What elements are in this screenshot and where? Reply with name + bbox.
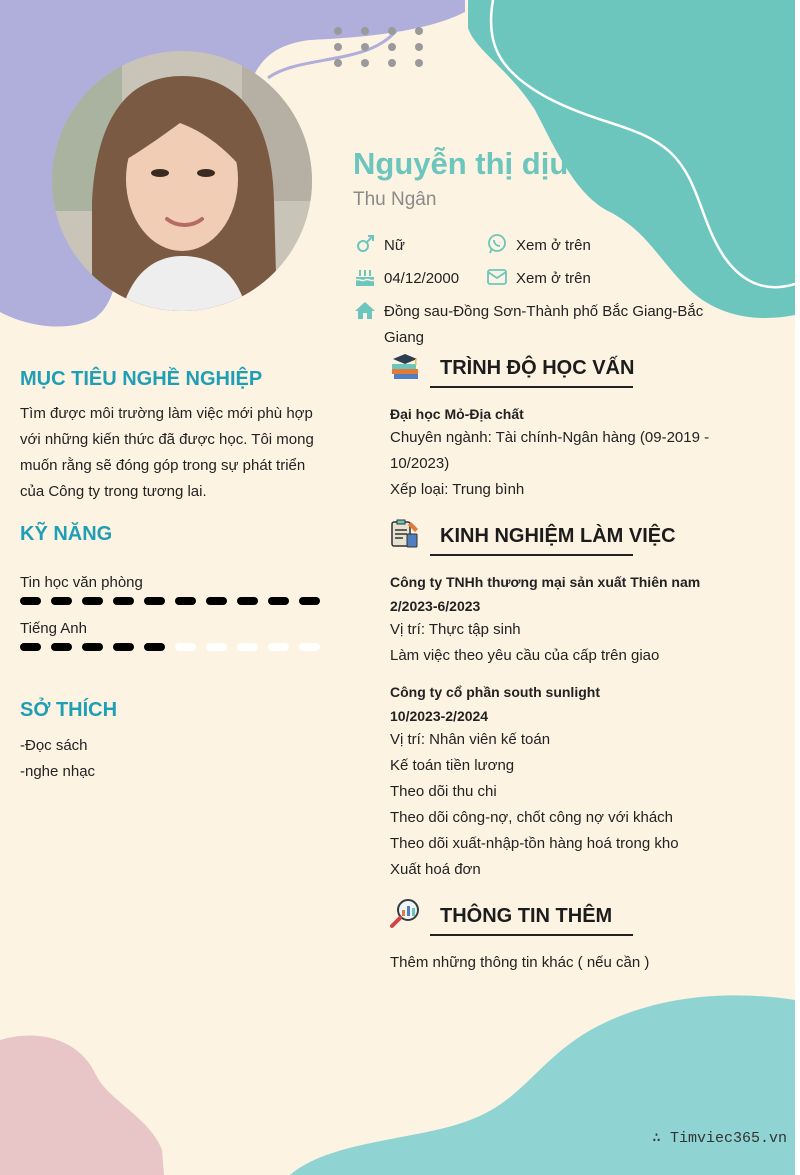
job-line: Xuất hoá đơn xyxy=(390,861,481,878)
job-period: 10/2023-2/2024 xyxy=(390,708,489,724)
address-value xyxy=(384,299,703,351)
job-line: Vị trí: Thực tập sinh xyxy=(390,621,521,638)
skill-dash-filled xyxy=(144,643,165,651)
objective-line: Tìm được môi trường làm việc mới phù hợp xyxy=(20,405,313,422)
gender-value: Nữ xyxy=(384,237,405,254)
skill-dash-filled xyxy=(113,643,134,651)
hobbies-heading: SỞ THÍCH xyxy=(20,699,118,721)
skill-dash-filled xyxy=(82,597,103,605)
hobby-item: -nghe nhạc xyxy=(20,763,96,780)
objective-heading: MỤC TIÊU NGHỀ NGHIỆP xyxy=(20,368,263,390)
job-line: Theo dõi công-nợ, chốt công nợ với khách xyxy=(390,809,674,826)
skill-dash-filled xyxy=(299,597,320,605)
skill-dash-empty xyxy=(237,643,258,651)
hobbies-list xyxy=(20,733,95,785)
job-line: Làm việc theo yêu cầu của cấp trên giao xyxy=(390,647,660,664)
phone-value: Xem ở trên xyxy=(516,237,591,254)
email-icon xyxy=(486,266,508,288)
extra-heading: THÔNG TIN THÊM xyxy=(430,905,633,936)
job-line: Vị trí: Nhân viên kế toán xyxy=(390,731,551,748)
address-line-2: Giang xyxy=(384,329,425,346)
education-major-line-1: Chuyên ngành: Tài chính-Ngân hàng (09-2019 - xyxy=(390,429,710,446)
birthday-value: 04/12/2000 xyxy=(384,270,460,287)
skill-dash-empty xyxy=(299,643,320,651)
job-line: Theo dõi xuất-nhập-tồn hàng hoá trong kho xyxy=(390,835,679,852)
email-value: Xem ở trên xyxy=(516,270,591,287)
education-heading: TRÌNH ĐỘ HỌC VẤN xyxy=(430,357,633,388)
watermark: ∴ Timviec365.vn xyxy=(651,1130,787,1147)
objective-line: của Công ty trong tương lai. xyxy=(20,483,207,500)
skill-dash-empty xyxy=(206,643,227,651)
experience-heading: KINH NGHIỆM LÀM VIỆC xyxy=(430,525,633,556)
objective-line: muốn rằng sẽ đóng góp trong sự phát triển xyxy=(20,457,306,474)
skill-dash-empty xyxy=(175,643,196,651)
home-icon xyxy=(354,300,376,322)
phone-icon xyxy=(486,233,508,255)
skill-dash-filled xyxy=(206,597,227,605)
skill-name: Tin học văn phòng xyxy=(20,574,143,591)
skill-dash-filled xyxy=(82,643,103,651)
education-major-line-2: 10/2023) xyxy=(390,455,450,472)
birthday-cake-icon xyxy=(354,266,376,288)
skill-dash-filled xyxy=(144,597,165,605)
education-school: Đại học Mỏ-Địa chất xyxy=(390,406,524,422)
pink-blob xyxy=(0,1035,164,1175)
skill-dash-filled xyxy=(237,597,258,605)
education-grade: Xếp loại: Trung bình xyxy=(390,481,525,498)
skill-dash-filled xyxy=(20,643,41,651)
job-period: 2/2023-6/2023 xyxy=(390,598,481,614)
job-line: Theo dõi thu chi xyxy=(390,783,497,800)
skill-dash-filled xyxy=(20,597,41,605)
hobby-item: -Đọc sách xyxy=(20,737,88,754)
analytics-magnifier-icon xyxy=(389,898,421,930)
job-company: Công ty TNHh thương mại sản xuất Thiên nam xyxy=(390,574,701,590)
skills-heading: KỸ NĂNG xyxy=(20,523,113,545)
profile-photo xyxy=(52,51,312,311)
objective-text xyxy=(20,401,318,505)
teal-bottom-blob xyxy=(290,995,795,1175)
education-books-icon xyxy=(389,351,421,383)
skill-dash-filled xyxy=(113,597,134,605)
experience-clipboard-icon xyxy=(389,518,421,550)
profile-title: Thu Ngân xyxy=(353,189,437,210)
profile-name: Nguyễn thị dịu xyxy=(353,146,569,181)
objective-line: với những kiến thức đã được học. Tôi mong xyxy=(20,431,314,448)
skill-dash-filled xyxy=(51,643,72,651)
address-line-1: Đồng sau-Đồng Sơn-Thành phố Bắc Giang-Bắc xyxy=(384,303,704,320)
extra-text: Thêm những thông tin khác ( nếu cần ) xyxy=(390,954,650,971)
gender-icon xyxy=(354,233,376,255)
skill-dash-empty xyxy=(268,643,289,651)
skill-dash-filled xyxy=(268,597,289,605)
skill-dash-filled xyxy=(51,597,72,605)
job-company: Công ty cổ phần south sunlight xyxy=(390,684,600,700)
skill-dash-filled xyxy=(175,597,196,605)
job-line: Kế toán tiền lương xyxy=(390,757,515,774)
skill-name: Tiếng Anh xyxy=(20,620,87,637)
